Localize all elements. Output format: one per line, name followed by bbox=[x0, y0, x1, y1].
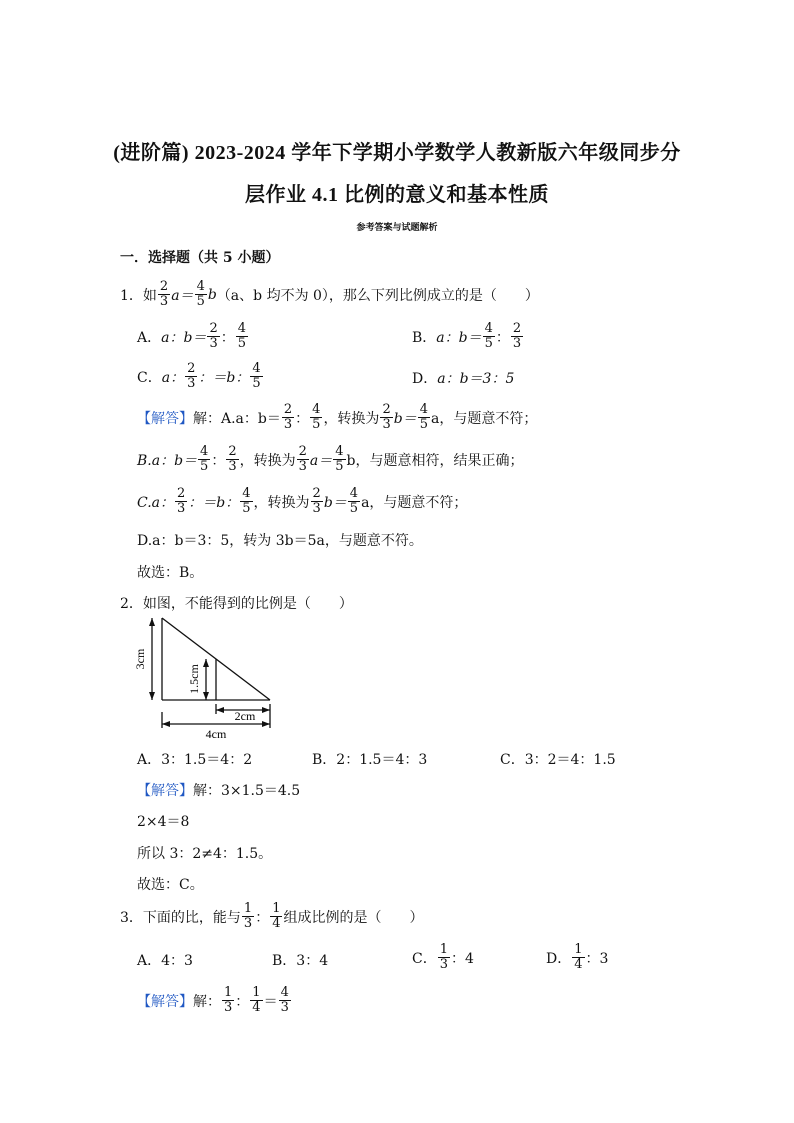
q2-stem: 2． 如图，不能得到的比例是（ ） bbox=[120, 593, 353, 613]
q2-answer-choice: 故选：C。 bbox=[137, 877, 204, 893]
fraction: $\frac{2}{3}$ bbox=[512, 321, 522, 351]
q1-answer-line-2: B.a：b＝ $\frac{4}{5}$ ： $\frac{2}{3}$ ，转换为 $\frac{2}{3}$ a＝ $\frac{4}{5}$ b，与题意相符，结果正确； bbox=[137, 444, 524, 474]
fraction: $\frac{4}{5}$ bbox=[237, 321, 246, 351]
q1-answer-line-4: D.a：b＝3：5，转为 3b＝5a，与题意不符。 bbox=[137, 533, 423, 549]
answer-tag: 【解答】 bbox=[137, 783, 193, 799]
fraction: $\frac{4}{5}$ bbox=[196, 279, 205, 309]
q1-option-a: A． a：b＝ $\frac{2}{3}$ ： $\frac{4}{5}$ bbox=[137, 321, 246, 351]
q3-number: 3． bbox=[120, 909, 143, 926]
doc-title-line-1: (进阶篇) 2023-2024 学年下学期小学数学人教新版六年级同步分 bbox=[113, 142, 681, 164]
label-2cm: 2cm bbox=[234, 709, 256, 723]
fraction: $\frac{1}{3}$ bbox=[224, 985, 233, 1015]
answer-tag: 【解答】 bbox=[137, 993, 193, 1010]
fraction: $\frac{2}{3}$ bbox=[298, 444, 307, 474]
fraction: $\frac{4}{5}$ bbox=[312, 402, 321, 432]
q1-number: 1． bbox=[120, 287, 143, 304]
q3-stem: 3． 下面的比，能与 $\frac{1}{3}$ ： $\frac{1}{4}$ 组成比例的是（ ） bbox=[120, 901, 424, 931]
q2-option-b: B．2：1.5＝4：3 bbox=[312, 752, 428, 768]
label-3cm: 3cm bbox=[133, 648, 147, 670]
q2-answer-line-3: 所以 3：2≠4：1.5。 bbox=[137, 846, 273, 862]
q1-option-d: D． a：b＝3：5 bbox=[412, 371, 515, 387]
fraction: $\frac{2}{3}$ bbox=[312, 486, 321, 516]
q3-answer-line-1: 【解答】 解： $\frac{1}{3}$ ： $\frac{1}{4}$ ＝ $\frac{4}{3}$ bbox=[137, 985, 289, 1015]
label-4cm: 4cm bbox=[205, 727, 227, 741]
fraction: $\frac{1}{4}$ bbox=[574, 942, 583, 972]
doc-subtitle: 参考答案与试题解析 bbox=[356, 223, 438, 233]
fraction: $\frac{4}{5}$ bbox=[484, 321, 493, 351]
q1-stem: 1． 如 $\frac{2}{3}$ a＝ $\frac{4}{5}$ b （a、b 均不为 0），那么下列比例成立的是（ ） bbox=[120, 279, 539, 309]
fraction: $\frac{2}{3}$ bbox=[187, 361, 196, 391]
q2-number: 2． bbox=[120, 596, 143, 612]
fraction: $\frac{1}{4}$ bbox=[272, 901, 281, 931]
q3-option-b: B．3：4 bbox=[272, 953, 329, 969]
q1-answer-choice: 故选：B。 bbox=[137, 565, 204, 581]
fraction: $\frac{2}{3}$ bbox=[209, 321, 218, 351]
fraction: $\frac{4}{5}$ bbox=[242, 486, 251, 516]
q2-answer-line-1: 【解答】 解：3×1.5＝4.5 bbox=[137, 780, 300, 800]
fraction: $\frac{1}{3}$ bbox=[439, 942, 448, 972]
doc-title-line-2: 层作业 4.1 比例的意义和基本性质 bbox=[245, 184, 549, 206]
fraction: $\frac{1}{4}$ bbox=[252, 985, 261, 1015]
fraction: $\frac{1}{3}$ bbox=[243, 901, 253, 931]
fraction: $\frac{4}{3}$ bbox=[280, 985, 289, 1015]
fraction: $\frac{2}{3}$ bbox=[177, 486, 186, 516]
q2-option-c: C．3：2＝4：1.5 bbox=[500, 752, 616, 768]
section-heading: 一．选择题（共 5 小题） bbox=[120, 250, 280, 266]
q3-option-a: A．4：3 bbox=[137, 953, 193, 969]
fraction: $\frac{4}{5}$ bbox=[349, 486, 359, 516]
fraction: $\frac{2}{3}$ bbox=[382, 402, 391, 432]
fraction: $\frac{2}{3}$ bbox=[159, 279, 169, 309]
fraction: $\frac{4}{5}$ bbox=[335, 444, 344, 474]
q1-option-c: C． a： $\frac{2}{3}$ ：＝b： $\frac{4}{5}$ bbox=[137, 361, 261, 391]
fraction: $\frac{4}{5}$ bbox=[419, 402, 428, 432]
fraction: $\frac{4}{5}$ bbox=[200, 444, 209, 474]
label-1.5cm: 1.5cm bbox=[187, 664, 201, 694]
q3-option-d: D． $\frac{1}{4}$ ：3 bbox=[546, 942, 609, 972]
fraction: $\frac{2}{3}$ bbox=[283, 402, 293, 432]
q1-answer-line-3: C.a： $\frac{2}{3}$ ：＝b： $\frac{4}{5}$ ，转换为 $\frac{2}{3}$ b＝ $\frac{4}{5}$ a，与题意不符； bbox=[137, 486, 468, 516]
q2-answer-line-2: 2×4＝8 bbox=[137, 814, 190, 830]
q2-triangle-figure bbox=[130, 612, 290, 742]
q3-option-c: C． $\frac{1}{3}$ ：4 bbox=[412, 942, 474, 972]
q2-option-a: A．3：1.5＝4：2 bbox=[137, 752, 253, 768]
answer-tag: 【解答】 bbox=[137, 410, 193, 427]
q1-answer-line-1: 【解答】 解：A.a：b＝ $\frac{2}{3}$ ： $\frac{4}{5}$ ，转换为 $\frac{2}{3}$ b＝ $\frac{4}{5}$ a，与题意不符； bbox=[137, 402, 538, 432]
q1-option-b: B． a：b＝ $\frac{4}{5}$ ： $\frac{2}{3}$ bbox=[412, 321, 522, 351]
fraction: $\frac{4}{5}$ bbox=[252, 361, 261, 391]
fraction: $\frac{2}{3}$ bbox=[228, 444, 237, 474]
